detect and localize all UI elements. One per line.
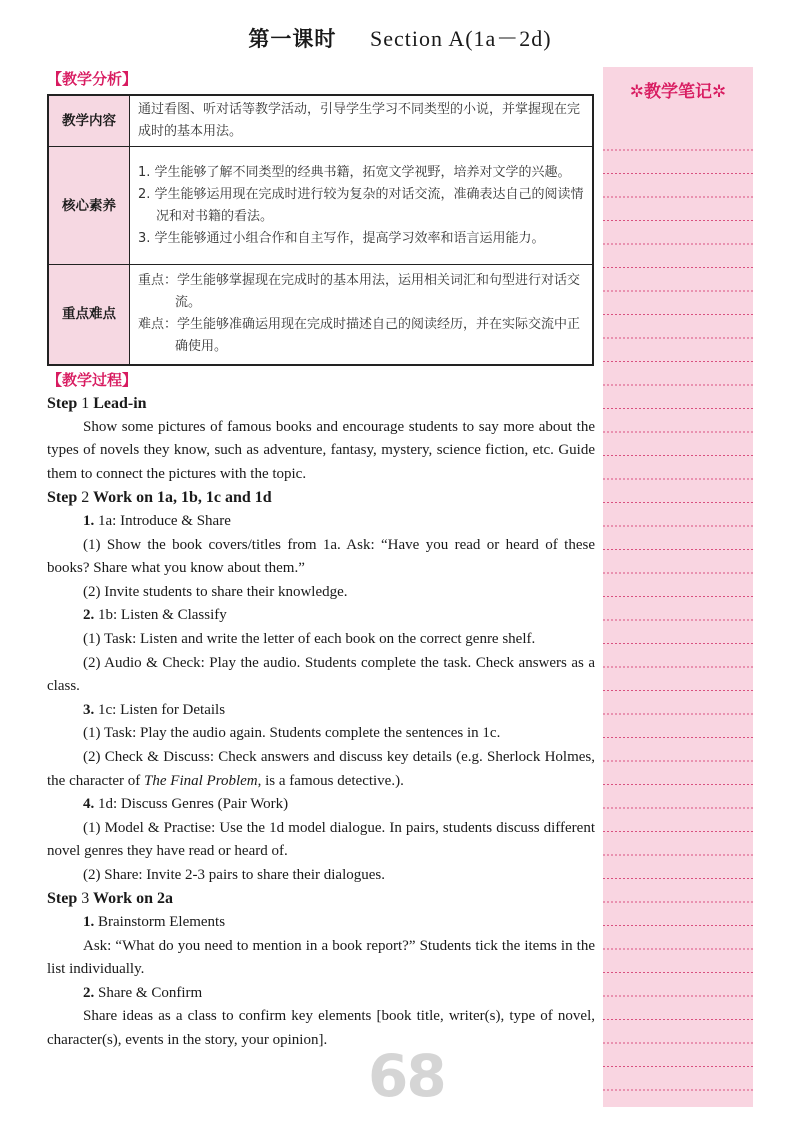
step-2-item-4-a: (1) Model & Practise: Use the 1d model dialogue. In pairs, students discuss different novel genres they have read or heard of. (47, 819, 595, 860)
step-1-heading: Step 1 Lead-in (47, 395, 147, 412)
step-3-item-1: 1. Brainstorm Elements (83, 914, 226, 931)
teaching-notes-panel (603, 67, 753, 1107)
content-text: 通过看图、听对话等教学活动，引导学生学习不同类型的小说，并掌握现在完成时的基本用法。 (130, 95, 594, 147)
step-2-item-4-b: (2) Share: Invite 2-3 pairs to share their dialogues. (83, 866, 385, 883)
step-2-item-1-b: (2) Invite students to share their knowledge. (83, 583, 348, 600)
process-heading: 【教学过程】 (47, 371, 138, 389)
step-2-item-2-a: (1) Task: Listen and write the letter of each book on the correct genre shelf. (83, 630, 536, 647)
analysis-table (47, 94, 594, 366)
step-3-item-2-a: Share ideas as a class to confirm key elements [book title, writer(s), type of novel, character(s), events in the story, your opinion]. (47, 1008, 595, 1049)
step-2-item-1: 1. 1a: Introduce & Share (83, 512, 231, 529)
step-2-item-2-b: (2) Audio & Check: Play the audio. Students complete the task. Check answers as a class. (47, 654, 595, 695)
key-label: 重点难点 (48, 265, 130, 365)
page-title (0, 22, 800, 53)
step-3-item-1-a: Ask: “What do you need to mention in a book report?” Students tick the items in the list individually. (47, 937, 595, 978)
key-point: 重点：学生能够掌握现在完成时的基本用法，运用相关词汇和句型进行对话交流。 (138, 273, 581, 311)
literacy-label: 核心素养 (48, 147, 130, 265)
literacy-item: 1. 学生能够了解不同类型的经典书籍，拓宽文学视野，培养对文学的兴趣。 (138, 164, 571, 180)
difficult-point: 难点：学生能够准确运用现在完成时描述自己的阅读经历，并在实际交流中正确使用。 (138, 317, 581, 355)
notes-lines (603, 127, 753, 1107)
step-2-item-3-a: (1) Task: Play the audio again. Students complete the sentences in 1c. (83, 725, 501, 742)
step-2-heading: Step 2 Work on 1a, 1b, 1c and 1d (47, 489, 272, 507)
key-cell (130, 265, 594, 365)
step-2-item-2: 2. 1b: Listen & Classify (83, 607, 227, 624)
analysis-heading: 【教学分析】 (47, 70, 138, 88)
step-2-item-4: 4. 1d: Discuss Genres (Pair Work) (83, 796, 289, 813)
table-row (48, 147, 593, 265)
step-3-heading: Step 3 Work on 2a (47, 890, 173, 908)
step-1-text: Show some pictures of famous books and encourage students to say more about the types of novels they know, such as adventure, fantasy, mystery, science fiction, etc. Guide them to connect the pictures with the topic. (47, 418, 595, 482)
literacy-cell (130, 147, 594, 265)
step-2-item-3-b: (2) Check & Discuss: Check answers and discuss key details (e.g. Sherlock Holmes, the character of The Final Problem, is a famous detective.). (47, 748, 595, 789)
step-2-item-1-a: (1) Show the book covers/titles from 1a. Ask: “Have you read or heard of these books? Share what you know about them.” (47, 536, 595, 577)
notes-title: ✲教学笔记✲ (629, 82, 727, 102)
section-label: Section A(1a－2d) (370, 26, 552, 51)
lesson-label: 第一课时 (248, 27, 337, 51)
content-label: 教学内容 (48, 95, 130, 147)
table-row (48, 265, 593, 365)
step-3-item-2: 2. Share & Confirm (83, 984, 203, 1001)
literacy-item: 2. 学生能够运用现在完成时进行较为复杂的对话交流，准确表达自己的阅读情况和对书籍的看法。 (138, 186, 584, 224)
page-number: 68 (368, 1042, 445, 1110)
literacy-item: 3. 学生能够通过小组合作和自主写作，提高学习效率和语言运用能力。 (138, 230, 545, 246)
table-row (48, 95, 593, 147)
process-body (47, 392, 595, 1053)
step-2-item-3: 3. 1c: Listen for Details (83, 701, 226, 718)
